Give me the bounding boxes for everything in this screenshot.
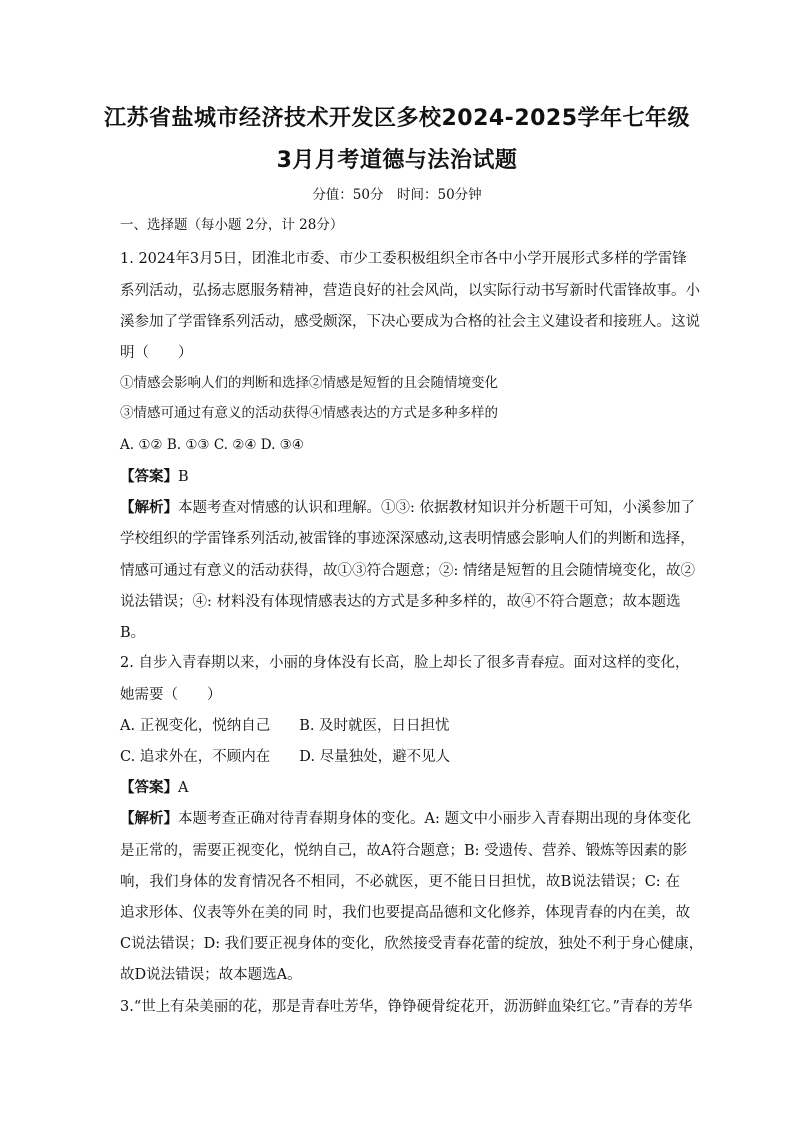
q1-answer [120, 466, 680, 488]
q2-options-row: C. 追求外在，不顾内在 D. 尽量独处，避不见人 [120, 749, 451, 765]
q1-stem-line: 明（ ） [120, 345, 193, 361]
section-heading: 一、选择题（每小题 2分，计 28分） [120, 217, 344, 233]
q1-analysis-line: 【解析】本题考查对情感的认识和理解。①③: 依据教材知识并分析题干可知，小溪参加了 [120, 499, 695, 516]
analysis-label: 【解析】 [120, 499, 178, 516]
answer-label: 【答案】 [120, 468, 178, 485]
q1-statement: ③情感可通过有意义的活动获得④情感表达的方式是多种多样的 [120, 405, 498, 421]
q1-options: A. ①② B. ①③ C. ②④ D. ③④ [120, 437, 304, 453]
q2-analysis-line: C说法错误；D: 我们要正视身体的变化，欣然接受青春花蕾的绽放，独处不利于身心健康， [120, 936, 704, 952]
q2-analysis-line: 【解析】本题考查正确对待青春期身体的变化。A: 题文中小丽步入青春期出现的身体变化 [120, 810, 691, 827]
answer-value: A [178, 780, 189, 796]
q2-analysis-line: 是正常的，需要正视变化，悦纳自己，故A符合题意；B: 受遗传、营养、锻炼等因素的影 [120, 843, 688, 859]
q1-statement: ①情感会影响人们的判断和选择②情感是短暂的且会随情境变化 [120, 375, 498, 391]
q1-analysis-line: 学校组织的学雷锋系列活动,被雷锋的事迹深深感动,这表明情感会影响人们的判断和选择， [120, 531, 695, 547]
q2-options-row: A. 正视变化，悦纳自己 B. 及时就医，日日担忧 [120, 718, 450, 734]
q1-stem-line: 1. 2024年3月5日，团淮北市委、市少工委积极组织全市各中小学开展形式多样的学雷锋 [120, 251, 687, 267]
document-title-line-1: 江苏省盐城市经济技术开发区多校2024-2025学年七年级 [103, 106, 691, 131]
q2-analysis-line: 追求形体、仪表等外在美的同 时，我们也要提高品德和文化修养，体现青春的内在美，故 [120, 905, 691, 921]
q2-analysis-line: 故D说法错误；故本题选A。 [120, 967, 302, 983]
analysis-label: 【解析】 [120, 810, 178, 827]
q1-analysis-line: 说法错误；④: 材料没有体现情感表达的方式是多种多样的，故④不符合题意；故本题选 [120, 594, 681, 610]
q1-stem-line: 系列活动，弘扬志愿服务精神，营造良好的社会风尚，以实际行动书写新时代雷锋故事。小 [120, 283, 700, 299]
score-time-info: 分值：50分 时间：50分钟 [312, 187, 482, 203]
q1-stem-line: 溪参加了学雷锋系列活动，感受颇深，下决心要成为合格的社会主义建设者和接班人。这说 [120, 314, 700, 330]
q3-stem-line: 3.“世上有朵美丽的花，那是青春吐芳华，铮铮硬骨绽花开，沥沥鲜血染红它。”青春的芳华 [120, 999, 693, 1015]
q1-analysis-line: B。 [120, 625, 146, 641]
document-title-line-2: 3月月考道德与法治试题 [276, 148, 518, 173]
q2-analysis-line: 响，我们身体的发育情况各不相同，不必就医，更不能日日担忧，故B说法错误；C: 在 [120, 874, 680, 890]
answer-label: 【答案】 [120, 779, 178, 796]
answer-value: B [178, 469, 189, 485]
q2-stem-line: 她需要（ ） [120, 687, 222, 703]
q2-stem-line: 2. 自步入青春期以来，小丽的身体没有长高，脸上却长了很多青春痘。面对这样的变化， [120, 655, 690, 671]
q1-analysis-line: 情感可通过有意义的活动获得，故①③符合题意；②: 情绪是短暂的且会随情境变化，故② [120, 563, 695, 579]
q2-answer [120, 777, 680, 799]
